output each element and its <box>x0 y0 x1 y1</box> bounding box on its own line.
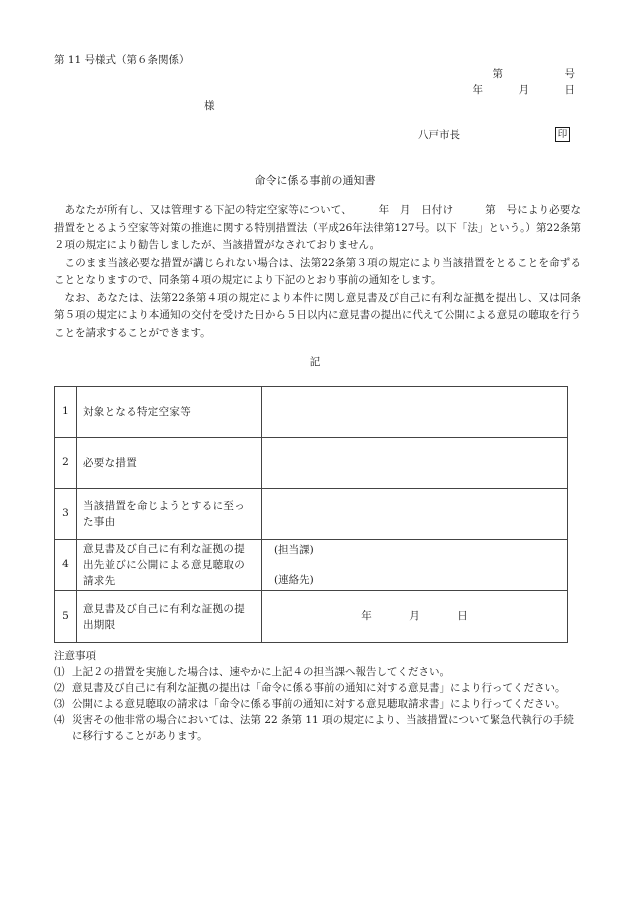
note-text: 上記２の措置を実施した場合は、速やかに上記４の担当課へ報告してください。 <box>72 666 450 678</box>
deadline-day: 日 <box>457 609 468 622</box>
number-suffix: 号 <box>564 68 575 80</box>
deadline-month: 月 <box>409 609 420 622</box>
notice-body <box>54 202 581 342</box>
row-value-submission-destination <box>262 540 568 591</box>
note-text: 災害その他非常の場合においては、法第 22 条第 11 項の規定により、当該措置について緊急代執行の手続に移行することがあります。 <box>72 714 574 742</box>
number-prefix: 第 <box>492 68 503 80</box>
document-number-line <box>473 68 576 84</box>
row-label-deadline: 意見書及び自己に有利な証拠の提出期限 <box>77 591 262 643</box>
issuer-name: 八戸市長 <box>418 129 460 141</box>
note-number: ⑷ <box>54 714 65 726</box>
paragraph-right-to-respond: なお、あなたは、法第22条第４項の規定により本件に関し意見書及び自己に有利な証拠を提出し、又は同条第５項の規定により本通知の交付を受けた日から５日以内に意見書の提出に代えて公開による意見の聴取を行うことを請求することができます。 <box>54 291 581 339</box>
row-value-reason <box>262 489 568 540</box>
notes-heading: 注意事項 <box>54 650 96 662</box>
form-number: 第 11 号様式（第６条関係） <box>54 54 190 66</box>
table-row <box>55 540 568 591</box>
row-label-target-property: 対象となる特定空家等 <box>77 387 262 438</box>
date-year: 年 <box>472 84 483 96</box>
list-item <box>54 680 581 696</box>
table-row <box>55 387 568 438</box>
contact-phone-label: (連絡先) <box>274 574 314 586</box>
note-text: 公開による意見聴取の請求は「命令に係る事前の通知に対する意見聴取請求書」により行ってください。 <box>72 698 566 710</box>
deadline-year: 年 <box>361 609 372 622</box>
list-item <box>54 696 581 712</box>
row-label-reason: 当該措置を命じようとするに至った事由 <box>77 489 262 540</box>
notice-details-table <box>54 386 568 643</box>
row-number: 3 <box>55 489 77 540</box>
row-number: 1 <box>55 387 77 438</box>
ki-heading: 記 <box>309 356 321 368</box>
list-item <box>54 664 581 680</box>
row-value-required-measures <box>262 438 568 489</box>
paragraph-recommendation: あなたが所有し、又は管理する下記の特定空家等について、 年 月 日付け 第 号により必要な措置をとるよう空家等対策の推進に関する特別措置法（平成26年法律第127号。以下「法」という。）第22条第２項の規定により勧告しましたが、当該措置がなされておりません。 <box>54 204 581 251</box>
seal-mark: 印 <box>555 127 570 142</box>
note-text: 意見書及び自己に有利な証拠の提出は「命令に係る事前の通知に対する意見書」により行ってください。 <box>72 682 566 694</box>
row-label-required-measures: 必要な措置 <box>77 438 262 489</box>
table-row <box>55 438 568 489</box>
table-row <box>55 591 568 643</box>
notes-section <box>54 648 581 744</box>
row-value-target-property <box>262 387 568 438</box>
date-day: 日 <box>564 84 575 96</box>
note-number: ⑵ <box>54 682 65 694</box>
table-row <box>55 489 568 540</box>
document-number-and-date <box>473 68 576 100</box>
issue-date-line <box>473 84 576 100</box>
row-label-submission-destination: 意見書及び自己に有利な証拠の提出先並びに公開による意見聴取の請求先 <box>77 540 262 591</box>
row-value-deadline <box>262 591 568 643</box>
addressee-suffix: 様 <box>204 100 215 112</box>
date-month: 月 <box>518 84 529 96</box>
paragraph-order-notice: このまま当該必要な措置が講じられない場合は、法第22条第３項の規定により当該措置をとることを命ずることとなりますので、同条第４項の規定により下記のとおり事前の通知をします。 <box>54 256 581 286</box>
row-number: 2 <box>55 438 77 489</box>
row-number: 5 <box>55 591 77 643</box>
list-item <box>54 712 581 744</box>
note-number: ⑶ <box>54 698 65 710</box>
contact-section-label: (担当課) <box>274 544 314 556</box>
row-number: 4 <box>55 540 77 591</box>
document-title: 命令に係る事前の通知書 <box>254 174 376 187</box>
note-number: ⑴ <box>54 666 65 678</box>
